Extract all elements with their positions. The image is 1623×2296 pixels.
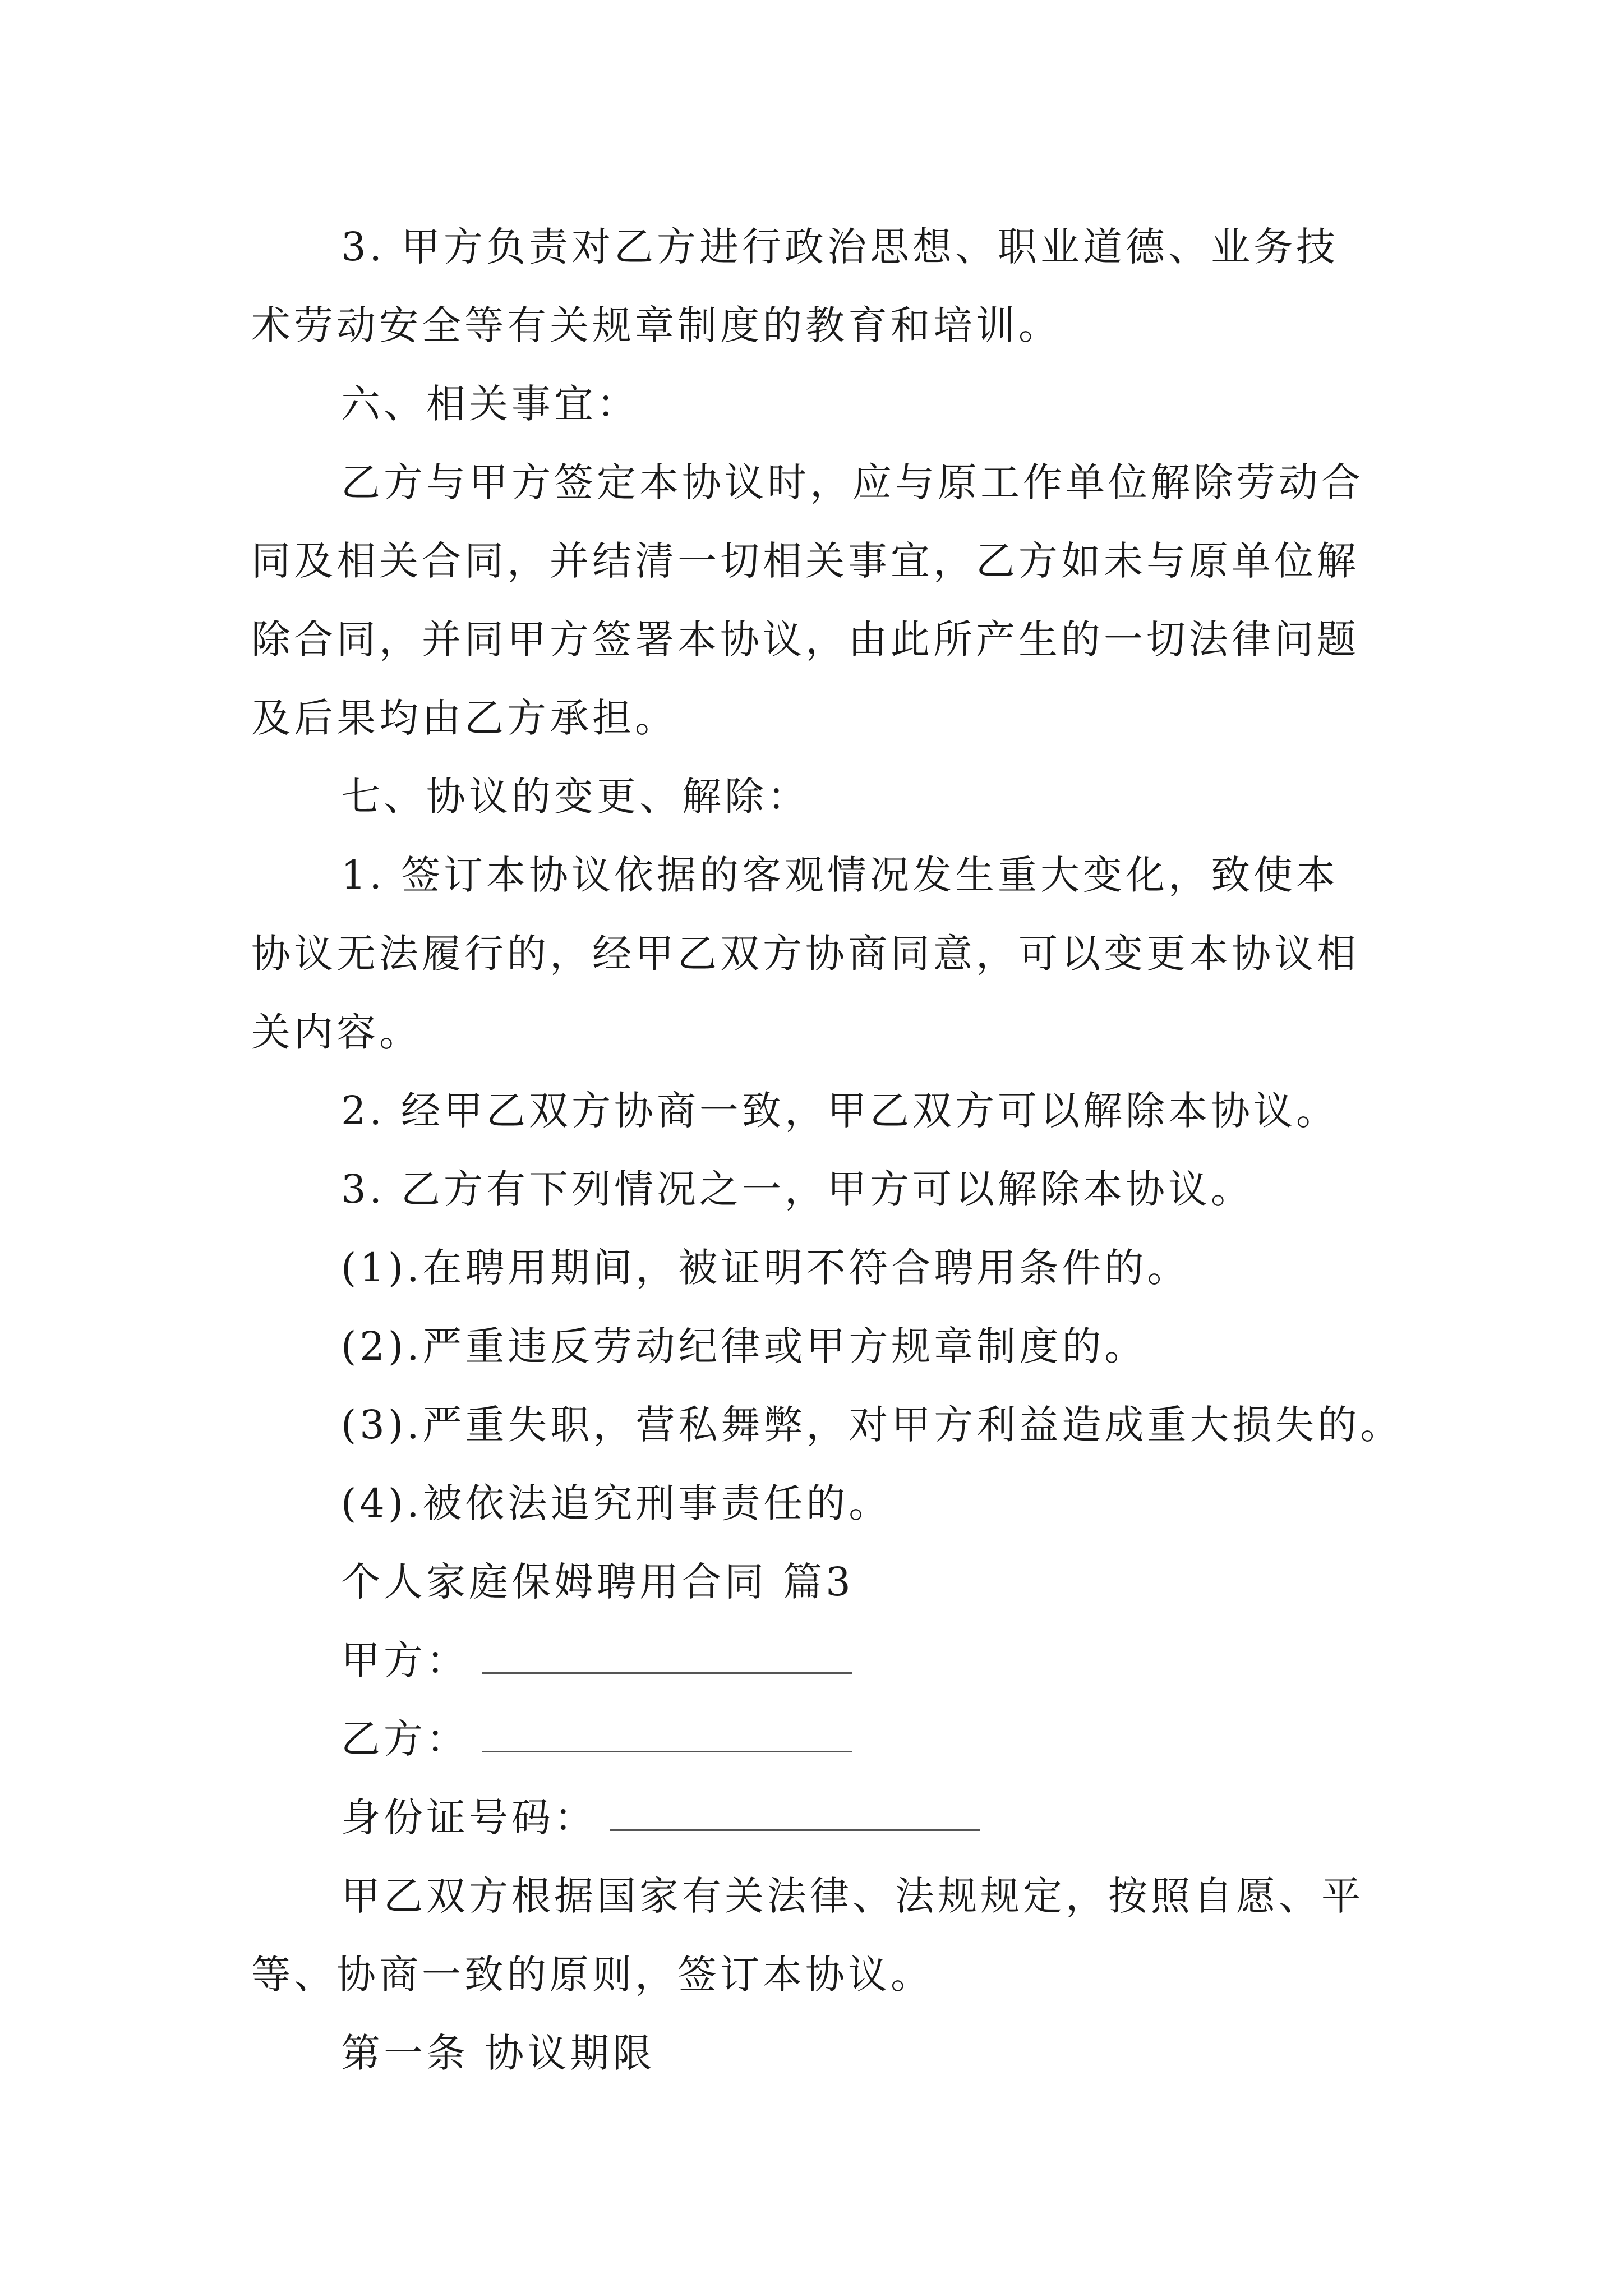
paragraph-line: 乙方与甲方签定本协议时，应与原工作单位解除劳动合 <box>341 459 1364 505</box>
party-b-blank <box>482 1716 852 1752</box>
document-page <box>251 208 1403 2092</box>
paragraph-line: 等、协商一致的原则，签订本协议。 <box>251 1952 933 1998</box>
party-a-row <box>251 1621 1378 1700</box>
paragraph-line: 术劳动安全等有关规章制度的教育和培训。 <box>251 302 1061 348</box>
paragraph-line: 及后果均由乙方承担。 <box>251 695 677 741</box>
paragraph-line: 关内容。 <box>251 1009 422 1055</box>
paragraph-line: 协议无法履行的，经甲乙双方协商同意，可以变更本协议相 <box>251 931 1359 977</box>
paragraph-line: 2. 经甲乙双方协商一致，甲乙双方可以解除本协议。 <box>341 1088 1339 1134</box>
id-number-blank <box>610 1795 980 1831</box>
contract-title: 个人家庭保姆聘用合同 篇3 <box>341 1559 854 1605</box>
id-number-label: 身份证号码： <box>341 1795 597 1841</box>
article-heading: 第一条 协议期限 <box>341 2030 656 2076</box>
paragraph-line: 3. 乙方有下列情况之一，甲方可以解除本协议。 <box>341 1166 1254 1212</box>
paragraph-line: 除合同，并同甲方签署本协议，由此所产生的一切法律问题 <box>251 616 1359 662</box>
list-item: (3).严重失职，营私舞弊，对甲方利益造成重大损失的。 <box>341 1402 1403 1448</box>
section-heading: 六、相关事宜： <box>341 381 639 427</box>
list-item: (2).严重违反劳动纪律或甲方规章制度的。 <box>341 1323 1147 1369</box>
paragraph-line: 1. 签订本协议依据的客观情况发生重大变化，致使本 <box>341 852 1339 898</box>
party-b-row <box>251 1700 1378 1778</box>
list-item: (1).在聘用期间，被证明不符合聘用条件的。 <box>341 1245 1190 1291</box>
id-number-row <box>251 1778 1378 1857</box>
party-a-label: 甲方： <box>341 1637 469 1683</box>
section-heading: 七、协议的变更、解除： <box>341 774 810 820</box>
paragraph-line: 3. 甲方负责对乙方进行政治思想、职业道德、业务技 <box>341 224 1339 270</box>
list-item: (4).被依法追究刑事责任的。 <box>341 1480 892 1526</box>
paragraph-line: 甲乙双方根据国家有关法律、法规规定，按照自愿、平 <box>341 1873 1364 1919</box>
party-a-blank <box>482 1637 852 1674</box>
party-b-label: 乙方： <box>341 1716 469 1762</box>
paragraph-line: 同及相关合同，并结清一切相关事宜，乙方如未与原单位解 <box>251 538 1359 584</box>
